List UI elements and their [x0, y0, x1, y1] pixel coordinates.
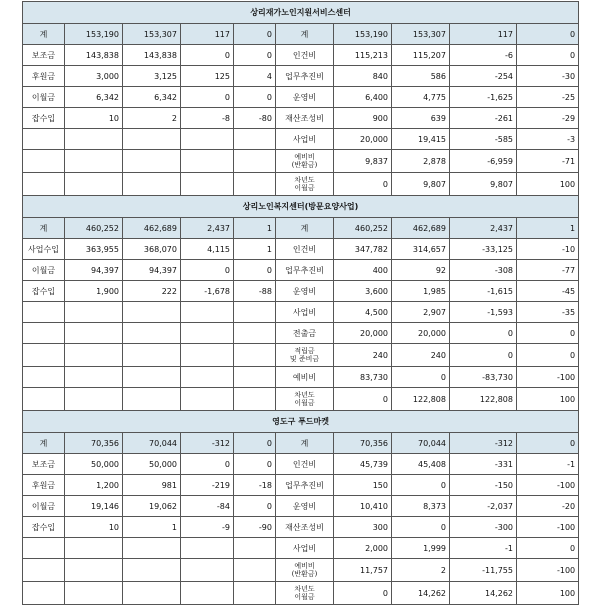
- value-cell: [234, 150, 276, 173]
- row-label-cell: 잡수입: [23, 281, 65, 302]
- value-cell: 0: [181, 260, 234, 281]
- value-cell: -71: [517, 150, 579, 173]
- value-cell: [234, 344, 276, 367]
- row-label-cell: 업무추진비: [276, 260, 334, 281]
- value-cell: 4,775: [392, 87, 450, 108]
- value-cell: -83,730: [450, 367, 517, 388]
- value-cell: -331: [450, 454, 517, 475]
- value-cell: 1: [234, 239, 276, 260]
- value-cell: -308: [450, 260, 517, 281]
- table-row: [23, 323, 579, 344]
- value-cell: [181, 367, 234, 388]
- row-label-cell: 계: [23, 24, 65, 45]
- row-label-cell: 잡수입: [23, 517, 65, 538]
- value-cell: -77: [517, 260, 579, 281]
- value-cell: 0: [234, 45, 276, 66]
- row-label-cell: 사업수입: [23, 239, 65, 260]
- value-cell: 153,307: [123, 24, 181, 45]
- value-cell: 1: [517, 218, 579, 239]
- row-label-cell: 잡수입: [23, 108, 65, 129]
- value-cell: 347,782: [334, 239, 392, 260]
- value-cell: 70,356: [65, 433, 123, 454]
- value-cell: 4: [234, 66, 276, 87]
- value-cell: 460,252: [65, 218, 123, 239]
- value-cell: 0: [392, 475, 450, 496]
- table-row: [23, 150, 579, 173]
- value-cell: 0: [517, 538, 579, 559]
- row-label-cell: 운영비: [276, 496, 334, 517]
- value-cell: 1,200: [65, 475, 123, 496]
- value-cell: 0: [234, 433, 276, 454]
- table-row: [23, 475, 579, 496]
- value-cell: 94,397: [65, 260, 123, 281]
- value-cell: -88: [234, 281, 276, 302]
- value-cell: 2,907: [392, 302, 450, 323]
- value-cell: [123, 367, 181, 388]
- value-cell: 639: [392, 108, 450, 129]
- value-cell: 8,373: [392, 496, 450, 517]
- value-cell: [181, 173, 234, 196]
- total-row: [23, 433, 579, 454]
- value-cell: 45,739: [334, 454, 392, 475]
- value-cell: 122,808: [450, 388, 517, 411]
- value-cell: 0: [334, 173, 392, 196]
- row-label-cell: [23, 559, 65, 582]
- row-label-cell: 사업비: [276, 302, 334, 323]
- row-label-cell: 인건비: [276, 239, 334, 260]
- value-cell: 0: [517, 45, 579, 66]
- value-cell: 10,410: [334, 496, 392, 517]
- value-cell: 2,878: [392, 150, 450, 173]
- value-cell: 0: [517, 24, 579, 45]
- value-cell: 0: [234, 87, 276, 108]
- value-cell: [123, 173, 181, 196]
- value-cell: 1,985: [392, 281, 450, 302]
- section-title: 상리노인복지센터(방문요양사업): [23, 196, 579, 218]
- value-cell: -18: [234, 475, 276, 496]
- row-label-cell: 계: [276, 218, 334, 239]
- row-label-cell: 차년도 이월금: [276, 173, 334, 196]
- total-row: [23, 24, 579, 45]
- value-cell: 363,955: [65, 239, 123, 260]
- value-cell: -6: [450, 45, 517, 66]
- value-cell: 94,397: [123, 260, 181, 281]
- row-label-cell: 예비비 (반환금): [276, 559, 334, 582]
- value-cell: -3: [517, 129, 579, 150]
- value-cell: [65, 173, 123, 196]
- value-cell: -9: [181, 517, 234, 538]
- value-cell: 115,207: [392, 45, 450, 66]
- value-cell: [234, 302, 276, 323]
- value-cell: 0: [392, 517, 450, 538]
- value-cell: 300: [334, 517, 392, 538]
- value-cell: 153,190: [334, 24, 392, 45]
- table-row: [23, 517, 579, 538]
- value-cell: 0: [450, 323, 517, 344]
- value-cell: [181, 388, 234, 411]
- value-cell: [181, 538, 234, 559]
- value-cell: 0: [334, 582, 392, 605]
- value-cell: [65, 559, 123, 582]
- table-row: [23, 45, 579, 66]
- value-cell: 0: [234, 496, 276, 517]
- value-cell: 92: [392, 260, 450, 281]
- value-cell: 1: [234, 218, 276, 239]
- value-cell: 460,252: [334, 218, 392, 239]
- row-label-cell: 보조금: [23, 454, 65, 475]
- value-cell: -2,037: [450, 496, 517, 517]
- value-cell: 19,062: [123, 496, 181, 517]
- value-cell: 4,115: [181, 239, 234, 260]
- value-cell: 153,307: [392, 24, 450, 45]
- value-cell: 70,044: [123, 433, 181, 454]
- value-cell: [123, 323, 181, 344]
- row-label-cell: 인건비: [276, 454, 334, 475]
- value-cell: -1,615: [450, 281, 517, 302]
- row-label-cell: [23, 150, 65, 173]
- value-cell: [65, 388, 123, 411]
- value-cell: -1,678: [181, 281, 234, 302]
- row-label-cell: 예비비 (반환금): [276, 150, 334, 173]
- table-row: [23, 108, 579, 129]
- value-cell: [123, 559, 181, 582]
- value-cell: -25: [517, 87, 579, 108]
- value-cell: -1,593: [450, 302, 517, 323]
- value-cell: [181, 559, 234, 582]
- value-cell: 115,213: [334, 45, 392, 66]
- table-row: [23, 281, 579, 302]
- row-label-cell: [23, 367, 65, 388]
- total-row: [23, 218, 579, 239]
- row-label-cell: 재산조성비: [276, 517, 334, 538]
- value-cell: [234, 323, 276, 344]
- value-cell: [234, 582, 276, 605]
- value-cell: -585: [450, 129, 517, 150]
- table-row: [23, 302, 579, 323]
- budget-table: [22, 1, 579, 605]
- row-label-cell: 업무추진비: [276, 475, 334, 496]
- value-cell: [65, 367, 123, 388]
- value-cell: 117: [450, 24, 517, 45]
- value-cell: -80: [234, 108, 276, 129]
- value-cell: 400: [334, 260, 392, 281]
- row-label-cell: 사업비: [276, 538, 334, 559]
- value-cell: -300: [450, 517, 517, 538]
- value-cell: -312: [181, 433, 234, 454]
- value-cell: -11,755: [450, 559, 517, 582]
- table-row: [23, 87, 579, 108]
- value-cell: 462,689: [123, 218, 181, 239]
- value-cell: 314,657: [392, 239, 450, 260]
- section-title: 상리재가노인지원서비스센터: [23, 2, 579, 24]
- table-row: [23, 538, 579, 559]
- value-cell: [181, 582, 234, 605]
- value-cell: 6,342: [123, 87, 181, 108]
- value-cell: 0: [450, 344, 517, 367]
- value-cell: -254: [450, 66, 517, 87]
- value-cell: 240: [392, 344, 450, 367]
- value-cell: -6,959: [450, 150, 517, 173]
- value-cell: 2,437: [181, 218, 234, 239]
- value-cell: [234, 559, 276, 582]
- table-row: [23, 367, 579, 388]
- value-cell: [234, 388, 276, 411]
- value-cell: [181, 323, 234, 344]
- value-cell: -261: [450, 108, 517, 129]
- value-cell: 50,000: [65, 454, 123, 475]
- value-cell: 0: [334, 388, 392, 411]
- value-cell: -45: [517, 281, 579, 302]
- row-label-cell: 재산조성비: [276, 108, 334, 129]
- value-cell: 981: [123, 475, 181, 496]
- value-cell: 6,400: [334, 87, 392, 108]
- value-cell: -1: [450, 538, 517, 559]
- table-row: [23, 388, 579, 411]
- value-cell: 2: [392, 559, 450, 582]
- row-label-cell: 보조금: [23, 45, 65, 66]
- value-cell: 19,146: [65, 496, 123, 517]
- value-cell: 586: [392, 66, 450, 87]
- row-label-cell: 차년도 이월금: [276, 388, 334, 411]
- row-label-cell: 적립금 및 준비금: [276, 344, 334, 367]
- value-cell: 0: [181, 45, 234, 66]
- value-cell: -20: [517, 496, 579, 517]
- section-header: [23, 2, 579, 24]
- value-cell: [65, 344, 123, 367]
- value-cell: 153,190: [65, 24, 123, 45]
- value-cell: 100: [517, 173, 579, 196]
- table-row: [23, 173, 579, 196]
- value-cell: 2,437: [450, 218, 517, 239]
- value-cell: [65, 323, 123, 344]
- row-label-cell: 전출금: [276, 323, 334, 344]
- value-cell: [181, 150, 234, 173]
- row-label-cell: 이월금: [23, 260, 65, 281]
- section-header: [23, 196, 579, 218]
- value-cell: 100: [517, 582, 579, 605]
- row-label-cell: [23, 173, 65, 196]
- value-cell: 122,808: [392, 388, 450, 411]
- value-cell: [123, 538, 181, 559]
- row-label-cell: 인건비: [276, 45, 334, 66]
- row-label-cell: [23, 388, 65, 411]
- value-cell: [123, 582, 181, 605]
- value-cell: 0: [181, 454, 234, 475]
- value-cell: 840: [334, 66, 392, 87]
- value-cell: [65, 302, 123, 323]
- value-cell: 83,730: [334, 367, 392, 388]
- row-label-cell: 계: [23, 433, 65, 454]
- value-cell: 20,000: [334, 323, 392, 344]
- value-cell: 50,000: [123, 454, 181, 475]
- value-cell: -10: [517, 239, 579, 260]
- value-cell: 2,000: [334, 538, 392, 559]
- table-row: [23, 344, 579, 367]
- row-label-cell: 계: [23, 218, 65, 239]
- value-cell: 0: [234, 454, 276, 475]
- value-cell: -33,125: [450, 239, 517, 260]
- row-label-cell: [23, 538, 65, 559]
- value-cell: 0: [392, 367, 450, 388]
- table-row: [23, 496, 579, 517]
- value-cell: 0: [181, 87, 234, 108]
- value-cell: 1,999: [392, 538, 450, 559]
- value-cell: 6,342: [65, 87, 123, 108]
- value-cell: -1: [517, 454, 579, 475]
- value-cell: -312: [450, 433, 517, 454]
- value-cell: -1,625: [450, 87, 517, 108]
- value-cell: 9,807: [450, 173, 517, 196]
- row-label-cell: 차년도 이월금: [276, 582, 334, 605]
- value-cell: [234, 538, 276, 559]
- row-label-cell: 사업비: [276, 129, 334, 150]
- value-cell: 10: [65, 108, 123, 129]
- value-cell: [123, 344, 181, 367]
- value-cell: 11,757: [334, 559, 392, 582]
- table-row: [23, 239, 579, 260]
- value-cell: 150: [334, 475, 392, 496]
- value-cell: 900: [334, 108, 392, 129]
- row-label-cell: 이월금: [23, 87, 65, 108]
- value-cell: 9,837: [334, 150, 392, 173]
- value-cell: 70,044: [392, 433, 450, 454]
- row-label-cell: [23, 302, 65, 323]
- row-label-cell: 이월금: [23, 496, 65, 517]
- value-cell: 20,000: [334, 129, 392, 150]
- value-cell: -29: [517, 108, 579, 129]
- value-cell: 1: [123, 517, 181, 538]
- value-cell: [123, 129, 181, 150]
- section-header: [23, 411, 579, 433]
- value-cell: -100: [517, 475, 579, 496]
- row-label-cell: 계: [276, 433, 334, 454]
- value-cell: -84: [181, 496, 234, 517]
- value-cell: 125: [181, 66, 234, 87]
- row-label-cell: [23, 582, 65, 605]
- value-cell: 4,500: [334, 302, 392, 323]
- row-label-cell: [23, 323, 65, 344]
- table-row: [23, 260, 579, 281]
- value-cell: 240: [334, 344, 392, 367]
- value-cell: 143,838: [123, 45, 181, 66]
- value-cell: 0: [234, 260, 276, 281]
- row-label-cell: 운영비: [276, 281, 334, 302]
- section-title: 영도구 푸드마켓: [23, 411, 579, 433]
- value-cell: 14,262: [450, 582, 517, 605]
- value-cell: 0: [517, 323, 579, 344]
- value-cell: 117: [181, 24, 234, 45]
- value-cell: -150: [450, 475, 517, 496]
- table-row: [23, 559, 579, 582]
- value-cell: -30: [517, 66, 579, 87]
- table-row: [23, 454, 579, 475]
- row-label-cell: 운영비: [276, 87, 334, 108]
- row-label-cell: 계: [276, 24, 334, 45]
- table-row: [23, 582, 579, 605]
- table-row: [23, 66, 579, 87]
- row-label-cell: 예비비: [276, 367, 334, 388]
- value-cell: 9,807: [392, 173, 450, 196]
- row-label-cell: 업무추진비: [276, 66, 334, 87]
- row-label-cell: [23, 129, 65, 150]
- value-cell: 100: [517, 388, 579, 411]
- value-cell: [65, 582, 123, 605]
- value-cell: -100: [517, 367, 579, 388]
- value-cell: [181, 302, 234, 323]
- value-cell: 70,356: [334, 433, 392, 454]
- value-cell: 3,600: [334, 281, 392, 302]
- value-cell: 368,070: [123, 239, 181, 260]
- value-cell: -100: [517, 559, 579, 582]
- value-cell: 2: [123, 108, 181, 129]
- value-cell: 0: [517, 344, 579, 367]
- value-cell: 222: [123, 281, 181, 302]
- value-cell: -8: [181, 108, 234, 129]
- value-cell: -35: [517, 302, 579, 323]
- value-cell: -219: [181, 475, 234, 496]
- value-cell: [181, 129, 234, 150]
- value-cell: [234, 173, 276, 196]
- value-cell: [123, 302, 181, 323]
- value-cell: [65, 538, 123, 559]
- value-cell: [181, 344, 234, 367]
- value-cell: 19,415: [392, 129, 450, 150]
- value-cell: 3,125: [123, 66, 181, 87]
- table-row: [23, 129, 579, 150]
- row-label-cell: 후원금: [23, 475, 65, 496]
- row-label-cell: 후원금: [23, 66, 65, 87]
- value-cell: 0: [234, 24, 276, 45]
- value-cell: [123, 388, 181, 411]
- value-cell: -90: [234, 517, 276, 538]
- value-cell: 462,689: [392, 218, 450, 239]
- value-cell: -100: [517, 517, 579, 538]
- value-cell: 14,262: [392, 582, 450, 605]
- value-cell: 1,900: [65, 281, 123, 302]
- value-cell: 20,000: [392, 323, 450, 344]
- value-cell: [65, 150, 123, 173]
- value-cell: [234, 367, 276, 388]
- value-cell: 45,408: [392, 454, 450, 475]
- value-cell: 10: [65, 517, 123, 538]
- value-cell: 143,838: [65, 45, 123, 66]
- row-label-cell: [23, 344, 65, 367]
- value-cell: [234, 129, 276, 150]
- value-cell: [123, 150, 181, 173]
- value-cell: 0: [517, 433, 579, 454]
- value-cell: 3,000: [65, 66, 123, 87]
- value-cell: [65, 129, 123, 150]
